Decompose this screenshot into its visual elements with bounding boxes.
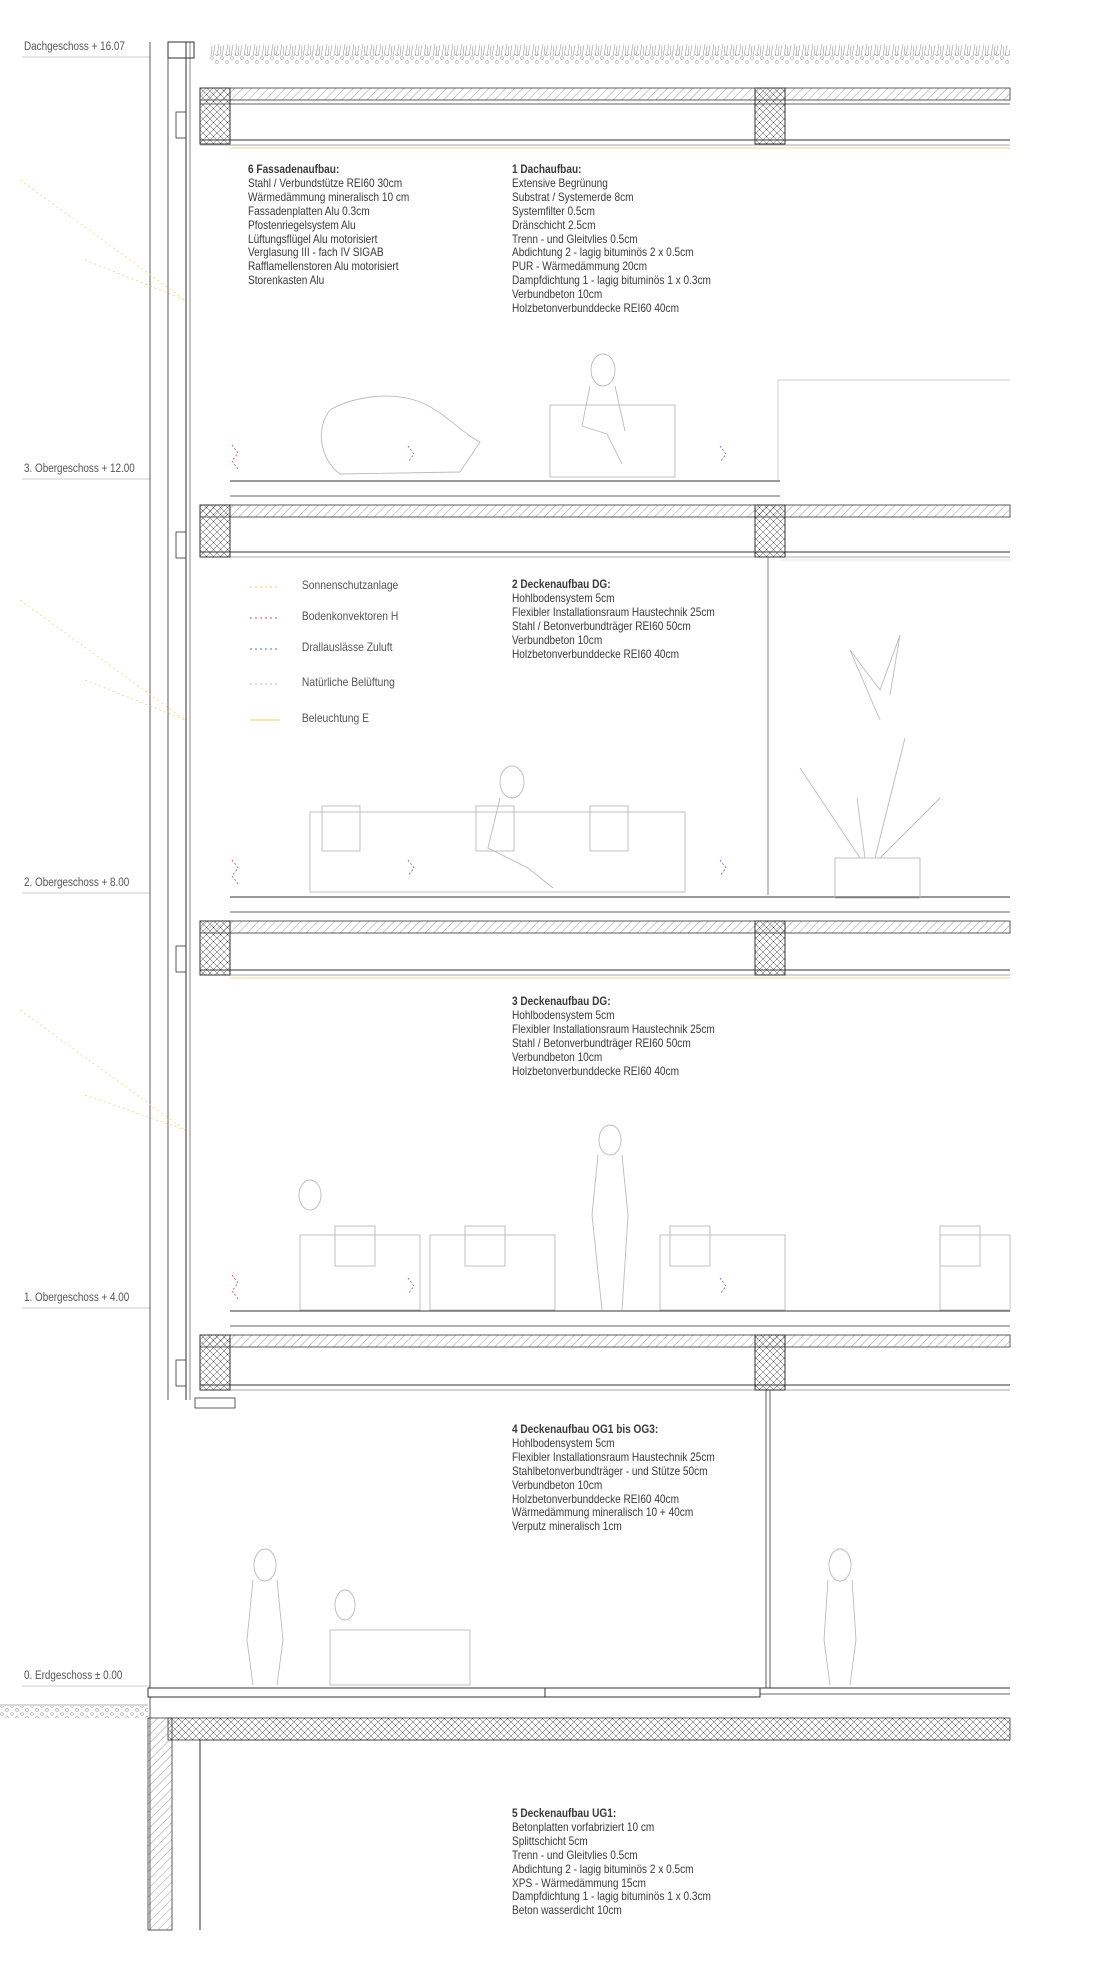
spec-line: Hohlbodensystem 5cm [512,1435,615,1450]
spec-ceiling-dg-b-title: 3 Deckenaufbau DG: [512,994,611,1008]
spec-line: Rafflamellenstoren Alu motorisiert [248,259,399,274]
spec-line: Trenn - und Gleitvlies 0.5cm [512,1847,638,1862]
spec-line: Abdichtung 2 - lagig bituminös 2 x 0.5cm [512,245,694,260]
facade [150,42,235,1930]
legend-item: Beleuchtung E [301,711,370,725]
sunlight-rays [20,180,185,1130]
spec-line: Hohlbodensystem 5cm [512,590,615,605]
legend-item: Sonnenschutzanlage [301,578,399,592]
spec-line: Stahl / Betonverbundträger REI60 50cm [512,1035,691,1050]
spec-line: Verbundbeton 10cm [512,632,603,647]
spec-line: Holzbetonverbunddecke REI60 40cm [512,301,679,316]
spec-line: Verbundbeton 10cm [512,1477,603,1492]
spec-ceiling-og-title: 4 Deckenaufbau OG1 bis OG3: [512,1422,659,1436]
spec-roof-title: 1 Dachaufbau: [512,162,582,176]
spec-line: Systemfilter 0.5cm [512,203,595,218]
hvac-markers [232,445,726,1299]
spec-line: Verbundbeton 10cm [512,1049,603,1064]
spec-line: Verputz mineralisch 1cm [512,1519,622,1534]
spec-facade [248,163,409,288]
legend-item: Natürliche Belüftung [301,675,395,689]
slab-og2 [200,897,1010,978]
spec-ceiling-dg-a [512,578,715,661]
spec-line: Substrat / Systemerde 8cm [512,189,634,204]
spec-line: Dränschicht 2.5cm [512,217,596,232]
spec-line: Splittschicht 5cm [512,1833,588,1848]
spec-line: Abdichtung 2 - lagig bituminös 2 x 0.5cm [512,1861,694,1876]
spec-line: Stahl / Betonverbundträger REI60 50cm [512,618,691,633]
spec-line: Betonplatten vorfabriziert 10 cm [512,1819,655,1834]
level-label-og3: 3. Obergeschoss + 12.00 [24,463,135,475]
spec-line: Holzbetonverbunddecke REI60 40cm [512,1063,679,1078]
ground-floor [0,1390,1010,1930]
spec-line: Lüftungsflügel Alu motorisiert [248,231,378,246]
spec-line: Dampfdichtung 1 - lagig bituminös 1 x 0.3cm [512,273,711,288]
level-label-roof: Dachgeschoss + 16.07 [24,41,125,53]
spec-ceiling-dg-a-title: 2 Deckenaufbau DG: [512,577,611,591]
level-label-og2: 2. Obergeschoss + 8.00 [24,877,130,889]
spec-line: Trenn - und Gleitvlies 0.5cm [512,231,638,246]
spec-line: Stahlbetonverbundträger - und Stütze 50cm [512,1463,708,1478]
spec-line: Wärmedämmung mineralisch 10 + 40cm [512,1505,694,1520]
spec-line: Extensive Begrünung [512,175,608,190]
spec-ceiling-ug [512,1807,711,1918]
spec-line: PUR - Wärmedämmung 20cm [512,259,648,274]
legend-item: Drallauslässe Zuluft [301,640,393,654]
spec-roof [512,163,711,316]
spec-ceiling-dg-b [512,995,715,1078]
spec-line: Beton wasserdicht 10cm [512,1903,622,1918]
slab-og1 [200,1311,1010,1390]
spec-line: Stahl / Verbundstütze REI60 30cm [248,175,403,190]
roof-construction [200,44,1010,148]
spec-line: XPS - Wärmedämmung 15cm [512,1875,646,1890]
spec-line: Flexibler Installationsraum Haustechnik 25cm [512,1449,715,1464]
slab-og3 [200,481,1010,560]
level-label-og1: 1. Obergeschoss + 4.00 [24,1292,130,1304]
spec-line: Flexibler Installationsraum Haustechnik 25cm [512,604,715,619]
spec-line: Hohlbodensystem 5cm [512,1007,615,1022]
spec-line: Storenkasten Alu [248,273,325,288]
spec-line: Wärmedämmung mineralisch 10 cm [248,189,410,204]
legend-item: Bodenkonvektoren H [301,609,399,623]
spec-line: Verbundbeton 10cm [512,287,603,302]
spec-line: Fassadenplatten Alu 0.3cm [248,203,370,218]
legend-swatches [248,578,284,728]
level-markers [22,57,150,1686]
spec-line: Holzbetonverbunddecke REI60 40cm [512,646,679,661]
spec-ceiling-og [512,1423,715,1534]
spec-facade-title: 6 Fassadenaufbau: [248,162,340,176]
spec-line: Pfostenriegelsystem Alu [248,217,356,232]
spec-line: Verglasung III - fach IV SIGAB [248,245,384,260]
spec-line: Flexibler Installationsraum Haustechnik 25cm [512,1021,715,1036]
level-label-eg: 0. Erdgeschoss ± 0.00 [24,1670,123,1682]
spec-line: Dampfdichtung 1 - lagig bituminös 1 x 0.3cm [512,1889,711,1904]
interior-columns [768,380,1010,895]
spec-ceiling-ug-title: 5 Deckenaufbau UG1: [512,1806,617,1820]
spec-line: Holzbetonverbunddecke REI60 40cm [512,1491,679,1506]
